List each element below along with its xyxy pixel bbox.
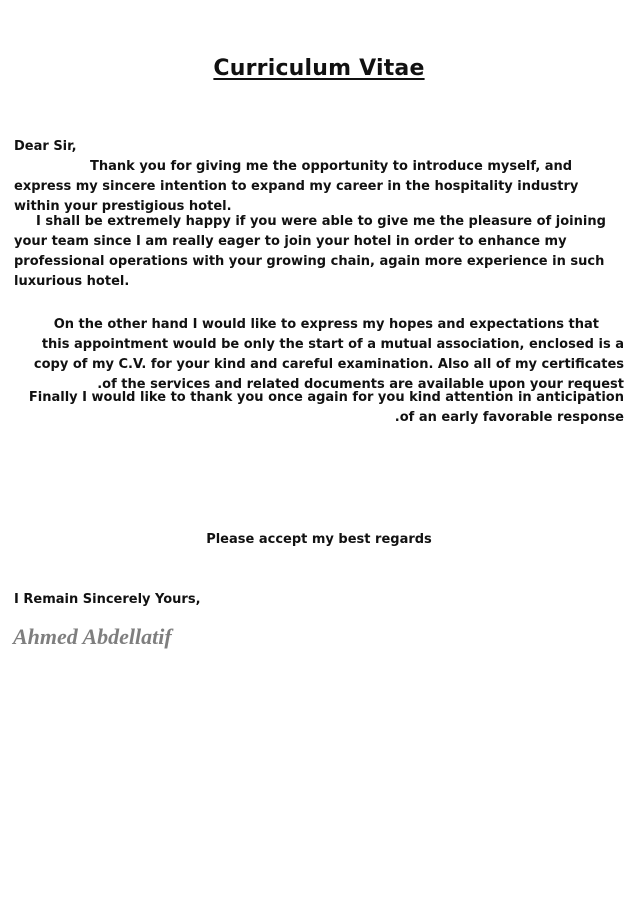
regards-line: Please accept my best regards — [206, 532, 432, 547]
paragraph-line: On the other hand I would like to express my hopes and expectations that — [53, 317, 599, 332]
paragraph-line: your team since I am really eager to join your hotel in order to enhance my — [14, 234, 567, 249]
paragraph-line: within your prestigious hotel. — [14, 199, 232, 214]
signature: Ahmed Abdellatif — [13, 624, 172, 649]
paragraph-line: express my sincere intention to expand my career in the hospitality industry — [14, 179, 579, 194]
paragraph-line: .of the services and related documents are available upon your request — [97, 377, 624, 392]
paragraph-line: this appointment would be only the start of a mutual association, enclosed is a — [41, 337, 624, 352]
paragraph-line: luxurious hotel. — [14, 274, 130, 289]
page-title: Curriculum Vitae — [213, 56, 425, 81]
paragraph-closing — [14, 388, 624, 428]
paragraph-line: .of an early favorable response — [394, 410, 624, 425]
greeting: Dear Sir, — [14, 139, 77, 154]
paragraph-line: Thank you for giving me the opportunity to introduce myself, and — [90, 159, 573, 174]
paragraph-joining — [14, 212, 624, 292]
paragraph-line: professional operations with your growing chain, again more experience in such — [14, 254, 605, 269]
paragraph-expectations — [14, 315, 624, 395]
paragraph-line: Finally I would like to thank you once again for you kind attention in anticipation — [28, 390, 624, 405]
paragraph-intro — [14, 157, 624, 217]
closing-line: I Remain Sincerely Yours, — [14, 592, 201, 607]
paragraph-line: I shall be extremely happy if you were able to give me the pleasure of joining — [36, 214, 606, 229]
paragraph-line: copy of my C.V. for your kind and careful examination. Also all of my certificates — [33, 357, 624, 372]
